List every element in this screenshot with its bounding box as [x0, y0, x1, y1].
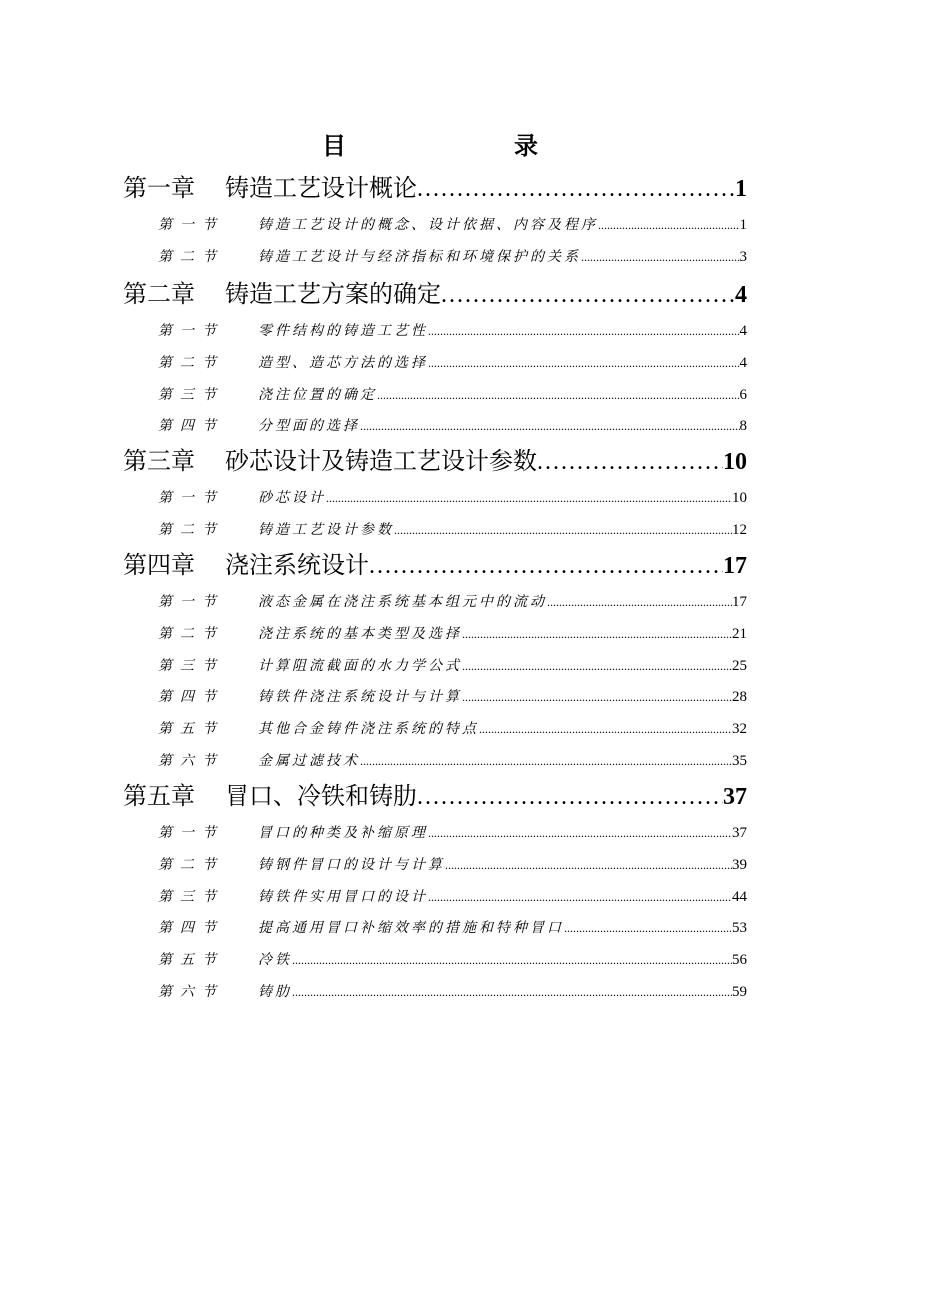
section-number: 第四节: [158, 689, 224, 705]
section-number: 第六节: [158, 984, 224, 1000]
chapter-number: 第一章: [123, 174, 195, 202]
section-page-number: 28: [732, 689, 747, 705]
section-page-number: 39: [732, 857, 747, 873]
section-number: 第六节: [158, 753, 224, 769]
chapter-page-number: 1: [735, 176, 747, 202]
section-title: 金属过滤技术: [258, 753, 360, 769]
dot-leader: [564, 917, 732, 939]
dot-leader: [428, 886, 732, 908]
section-page-number: 6: [739, 387, 747, 403]
chapter-page-number: 37: [723, 784, 747, 810]
toc-section-row[interactable]: [0, 320, 950, 342]
toc-section-row[interactable]: [0, 352, 950, 374]
section-page-number: 53: [732, 920, 747, 936]
section-entry: [258, 384, 747, 406]
section-page-number: 44: [732, 889, 747, 905]
section-entry: [258, 320, 747, 342]
chapter-entry: [225, 445, 747, 478]
section-number: 第五节: [158, 952, 224, 968]
section-title: 分型面的选择: [258, 418, 360, 434]
toc-section-row[interactable]: [0, 718, 950, 740]
toc-section-row[interactable]: [0, 750, 950, 772]
section-title: 铸铁件实用冒口的设计: [258, 889, 428, 905]
chapter-number: 第四章: [123, 551, 195, 579]
toc-section-row[interactable]: [0, 655, 950, 677]
section-number: 第三节: [158, 889, 224, 905]
toc-section-row[interactable]: [0, 384, 950, 406]
chapter-title: 铸造工艺设计概论: [225, 174, 417, 202]
toc-chapter-row[interactable]: [0, 549, 950, 581]
chapter-number: 第二章: [123, 280, 195, 308]
dot-leader: [326, 487, 732, 509]
section-page-number: 35: [732, 753, 747, 769]
section-page-number: 8: [739, 418, 747, 434]
section-page-number: 4: [739, 355, 747, 371]
section-title: 砂芯设计: [258, 490, 326, 506]
dot-leader: [292, 981, 732, 1003]
dot-leader: [369, 550, 723, 582]
section-title: 造型、造芯方法的选择: [258, 355, 428, 371]
chapter-entry: [225, 780, 747, 813]
section-title: 浇注系统的基本类型及选择: [258, 626, 462, 642]
chapter-page-number: 17: [723, 553, 747, 579]
section-page-number: 56: [732, 952, 747, 968]
dot-leader: [581, 246, 740, 268]
dot-leader: [428, 352, 740, 374]
section-entry: [258, 886, 747, 908]
dot-leader: [428, 320, 740, 342]
section-entry: [258, 591, 747, 613]
section-entry: [258, 519, 747, 541]
section-page-number: 32: [732, 721, 747, 737]
section-number: 第二节: [158, 522, 224, 538]
section-page-number: 3: [739, 249, 747, 265]
section-title: 铸造工艺设计参数: [258, 522, 394, 538]
section-title: 其他合金铸件浇注系统的特点: [258, 721, 479, 737]
dot-leader: [360, 415, 740, 437]
toc-section-row[interactable]: [0, 686, 950, 708]
dot-leader: [394, 519, 732, 541]
section-number: 第四节: [158, 418, 224, 434]
section-page-number: 12: [732, 522, 747, 538]
dot-leader: [417, 173, 735, 205]
section-number: 第一节: [158, 323, 224, 339]
section-entry: [258, 822, 747, 844]
chapter-page-number: 4: [735, 282, 747, 308]
toc-section-row[interactable]: [0, 854, 950, 876]
section-number: 第四节: [158, 920, 224, 936]
section-title: 液态金属在浇注系统基本组元中的流动: [258, 594, 547, 610]
dot-leader: [462, 655, 732, 677]
dot-leader: [462, 686, 732, 708]
section-number: 第二节: [158, 857, 224, 873]
dot-leader: [462, 623, 732, 645]
toc-chapter-row[interactable]: [0, 445, 950, 477]
toc-title: 目 录: [322, 132, 610, 160]
dot-leader: [598, 214, 740, 236]
section-title: 零件结构的铸造工艺性: [258, 323, 428, 339]
section-title: 提高通用冒口补缩效率的措施和特种冒口: [258, 920, 564, 936]
section-title: 铸造工艺设计的概念、设计依据、内容及程序: [258, 217, 598, 233]
toc-chapter-row[interactable]: [0, 172, 950, 204]
section-number: 第二节: [158, 355, 224, 371]
section-page-number: 1: [739, 217, 747, 233]
chapter-title: 铸造工艺方案的确定: [225, 280, 441, 308]
toc-section-row[interactable]: [0, 981, 950, 1003]
section-entry: [258, 214, 747, 236]
section-number: 第五节: [158, 721, 224, 737]
chapter-number: 第五章: [123, 782, 195, 810]
dot-leader: [479, 718, 732, 740]
toc-section-row[interactable]: [0, 246, 950, 268]
toc-section-row[interactable]: [0, 917, 950, 939]
toc-section-row[interactable]: [0, 487, 950, 509]
section-entry: [258, 415, 747, 437]
section-title: 铸造工艺设计与经济指标和环境保护的关系: [258, 249, 581, 265]
section-entry: [258, 686, 747, 708]
chapter-title: 砂芯设计及铸造工艺设计参数: [225, 447, 537, 475]
section-number: 第三节: [158, 387, 224, 403]
section-entry: [258, 917, 747, 939]
section-number: 第三节: [158, 658, 224, 674]
section-page-number: 59: [732, 984, 747, 1000]
section-page-number: 25: [732, 658, 747, 674]
dot-leader: [417, 781, 723, 813]
toc-section-row[interactable]: [0, 214, 950, 236]
toc-section-row[interactable]: [0, 519, 950, 541]
section-number: 第二节: [158, 249, 224, 265]
dot-leader: [547, 591, 732, 613]
toc-section-row[interactable]: [0, 415, 950, 437]
dot-leader: [445, 854, 732, 876]
chapter-page-number: 10: [723, 449, 747, 475]
toc-section-row[interactable]: [0, 949, 950, 971]
toc-section-row[interactable]: [0, 886, 950, 908]
section-entry: [258, 623, 747, 645]
toc-chapter-row[interactable]: [0, 780, 950, 812]
chapter-entry: [225, 172, 747, 205]
dot-leader: [428, 822, 732, 844]
section-title: 铸肋: [258, 984, 292, 1000]
section-title: 冒口的种类及补缩原理: [258, 825, 428, 841]
chapter-entry: [225, 278, 747, 311]
toc-section-row[interactable]: [0, 591, 950, 613]
section-page-number: 4: [739, 323, 747, 339]
dot-leader: [360, 750, 732, 772]
section-number: 第一节: [158, 490, 224, 506]
dot-leader: [377, 384, 740, 406]
section-title: 冷铁: [258, 952, 292, 968]
section-entry: [258, 718, 747, 740]
section-entry: [258, 352, 747, 374]
chapter-title: 浇注系统设计: [225, 551, 369, 579]
section-entry: [258, 750, 747, 772]
section-title: 铸铁件浇注系统设计与计算: [258, 689, 462, 705]
dot-leader: [292, 949, 732, 971]
section-entry: [258, 487, 747, 509]
section-number: 第一节: [158, 825, 224, 841]
section-page-number: 37: [732, 825, 747, 841]
section-entry: [258, 655, 747, 677]
toc-chapter-row[interactable]: [0, 278, 950, 310]
dot-leader: [441, 279, 735, 311]
section-title: 计算阻流截面的水力学公式: [258, 658, 462, 674]
section-entry: [258, 981, 747, 1003]
section-title: 浇注位置的确定: [258, 387, 377, 403]
section-entry: [258, 854, 747, 876]
section-number: 第一节: [158, 217, 224, 233]
chapter-entry: [225, 549, 747, 582]
section-title: 铸钢件冒口的设计与计算: [258, 857, 445, 873]
section-entry: [258, 949, 747, 971]
section-page-number: 17: [732, 594, 747, 610]
section-page-number: 21: [732, 626, 747, 642]
section-page-number: 10: [732, 490, 747, 506]
chapter-title: 冒口、冷铁和铸肋: [225, 782, 417, 810]
chapter-number: 第三章: [123, 447, 195, 475]
dot-leader: [537, 446, 723, 478]
section-number: 第一节: [158, 594, 224, 610]
section-entry: [258, 246, 747, 268]
section-number: 第二节: [158, 626, 224, 642]
toc-section-row[interactable]: [0, 822, 950, 844]
toc-section-row[interactable]: [0, 623, 950, 645]
